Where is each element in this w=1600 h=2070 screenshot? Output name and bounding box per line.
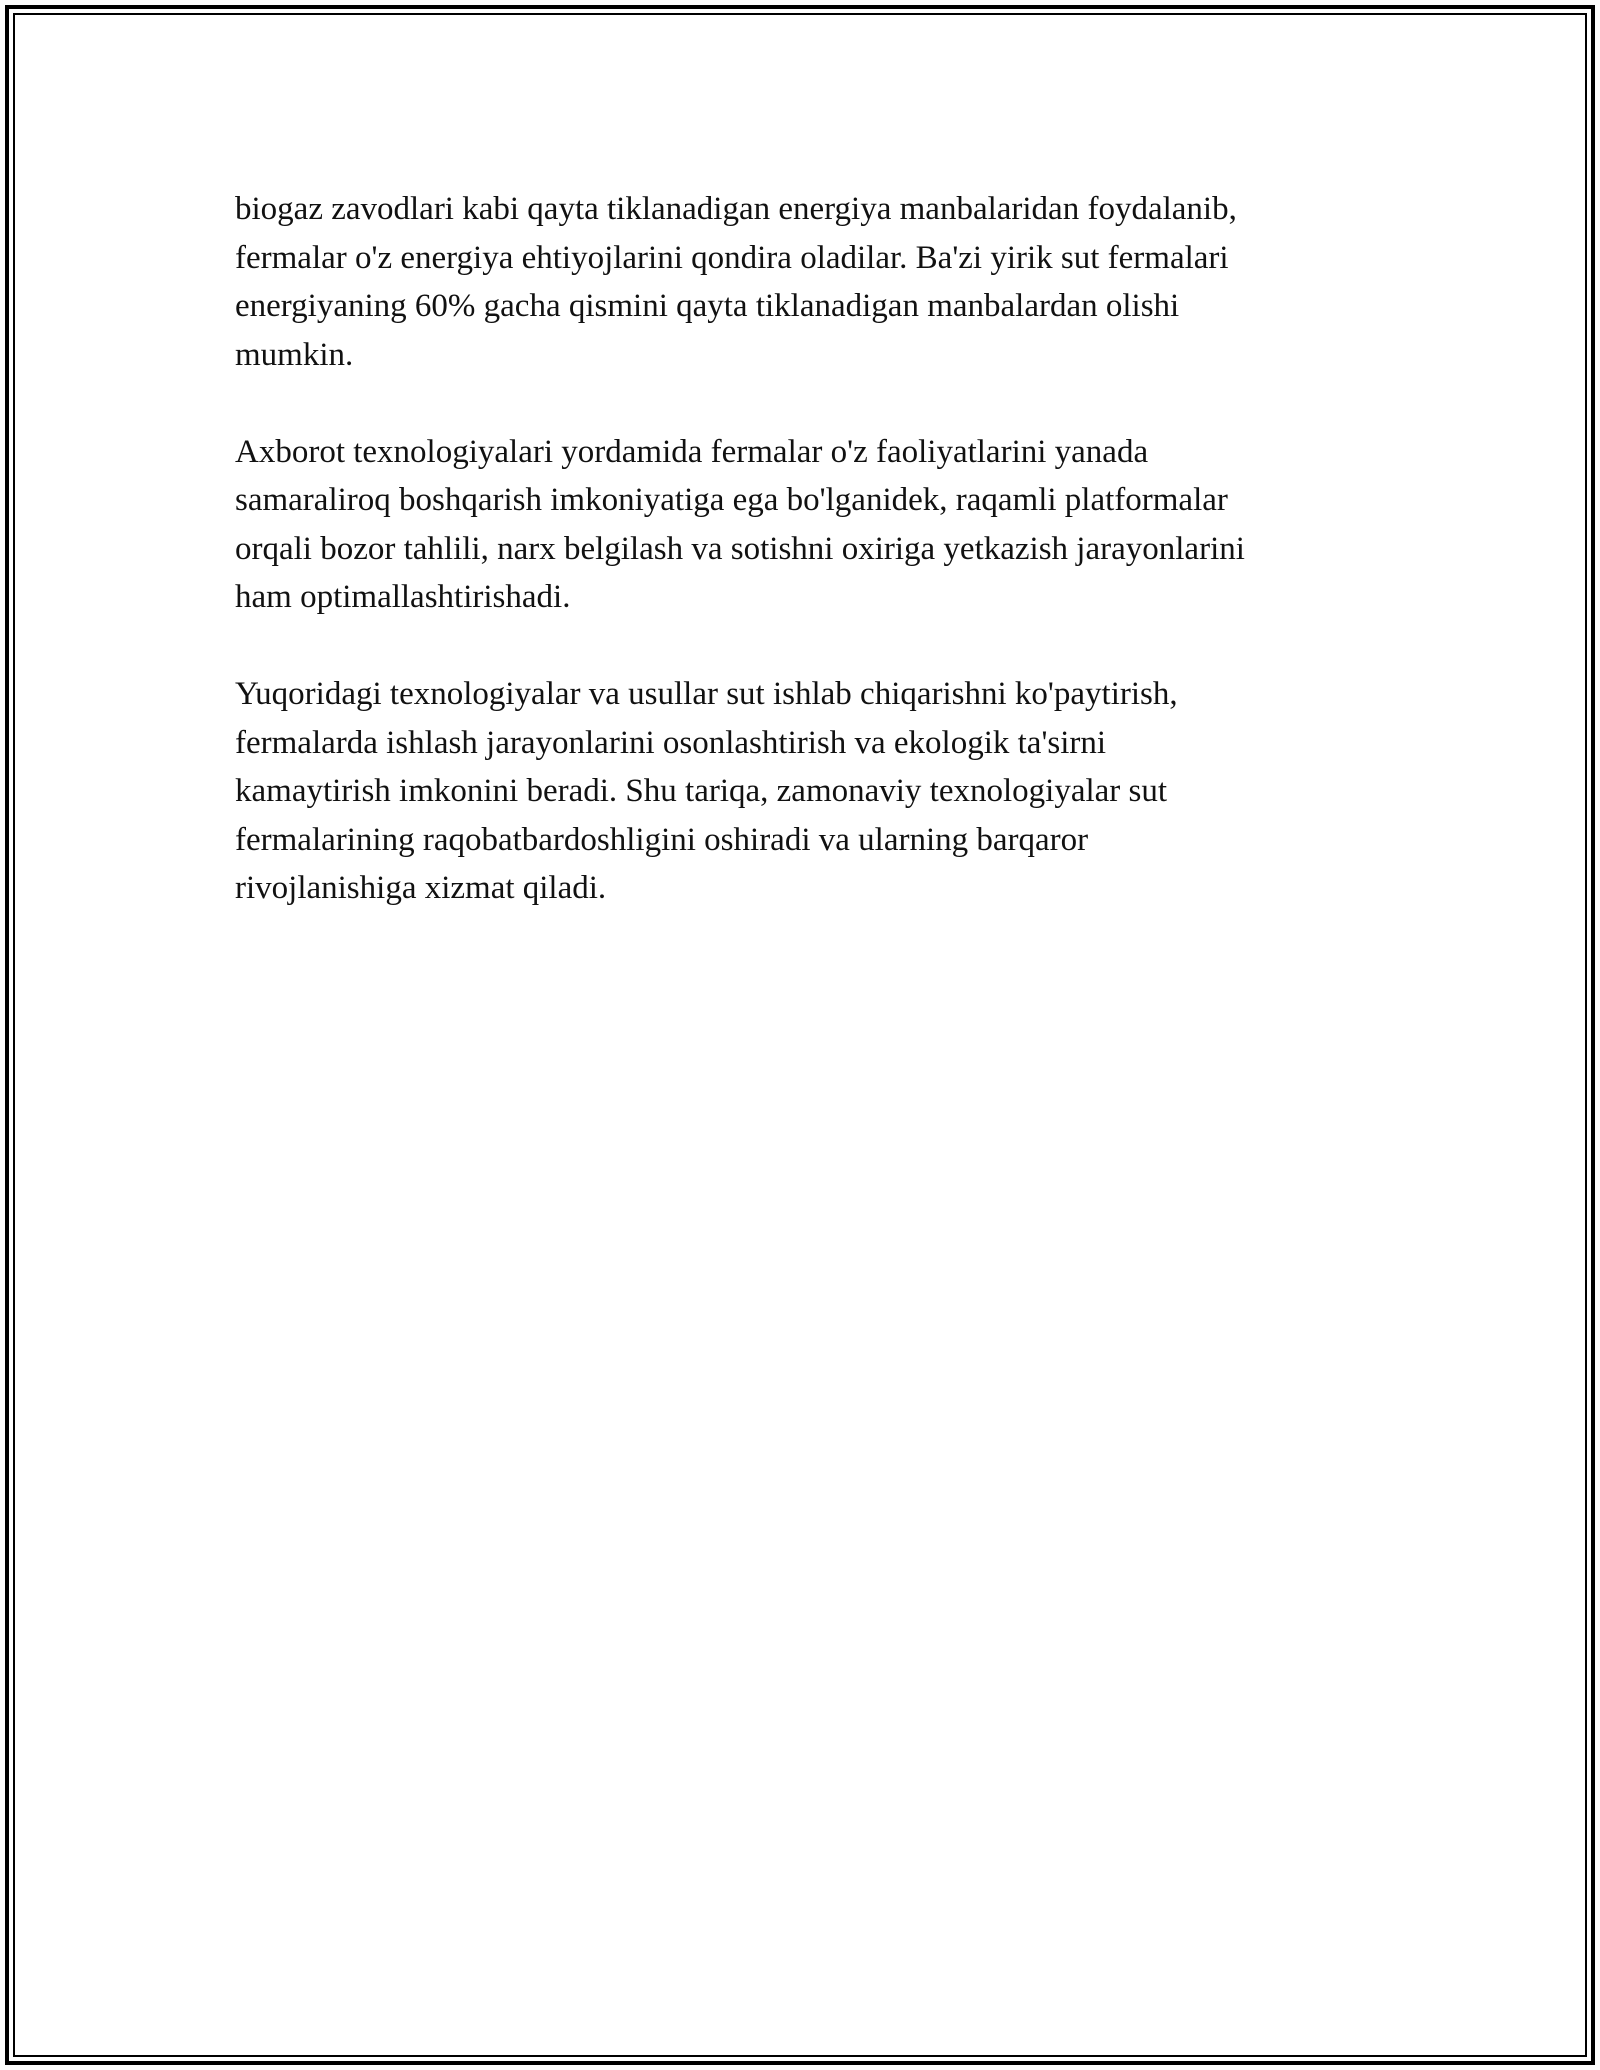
text-line: Yuqoridagi texnologiyalar va usullar sut ishlab chiqarishni ko'paytirish,: [235, 676, 1178, 712]
text-line: fermalar o'z energiya ehtiyojlarini qondira oladilar. Ba'zi yirik sut fermalari: [235, 239, 1229, 276]
text-line: rivojlanishiga xizmat qiladi.: [235, 870, 607, 906]
text-line: fermalarining raqobatbardoshligini oshiradi va ularning barqaror: [235, 821, 1089, 858]
document-body: [235, 185, 1385, 961]
text-line: fermalarda ishlash jarayonlarini osonlashtirish va ekologik ta'sirni: [235, 724, 1107, 761]
text-line: kamaytirish imkonini beradi. Shu tariqa, zamonaviy texnologiyalar sut: [235, 773, 1168, 809]
text-line: mumkin.: [235, 336, 354, 373]
text-line: energiyaning 60% gacha qismini qayta tiklanadigan manbalardan olishi: [235, 288, 1180, 324]
text-line: biogaz zavodlari kabi qayta tiklanadigan energiya manbalaridan foydalanib,: [235, 191, 1237, 227]
text-line: orqali bozor tahlili, narx belgilash va sotishni oxiriga yetkazish jarayonlarini: [235, 530, 1245, 567]
text-line: ham optimallashtirishadi.: [235, 579, 571, 615]
paragraph-renewable-energy: [235, 185, 1385, 379]
paragraph-conclusion: [235, 670, 1385, 913]
text-line: Axborot texnologiyalari yordamida fermalar o'z faoliyatlarini yanada: [235, 433, 1149, 470]
paragraph-information-technology: [235, 428, 1385, 622]
text-line: samaraliroq boshqarish imkoniyatiga ega bo'lganidek, raqamli platformalar: [235, 482, 1228, 518]
